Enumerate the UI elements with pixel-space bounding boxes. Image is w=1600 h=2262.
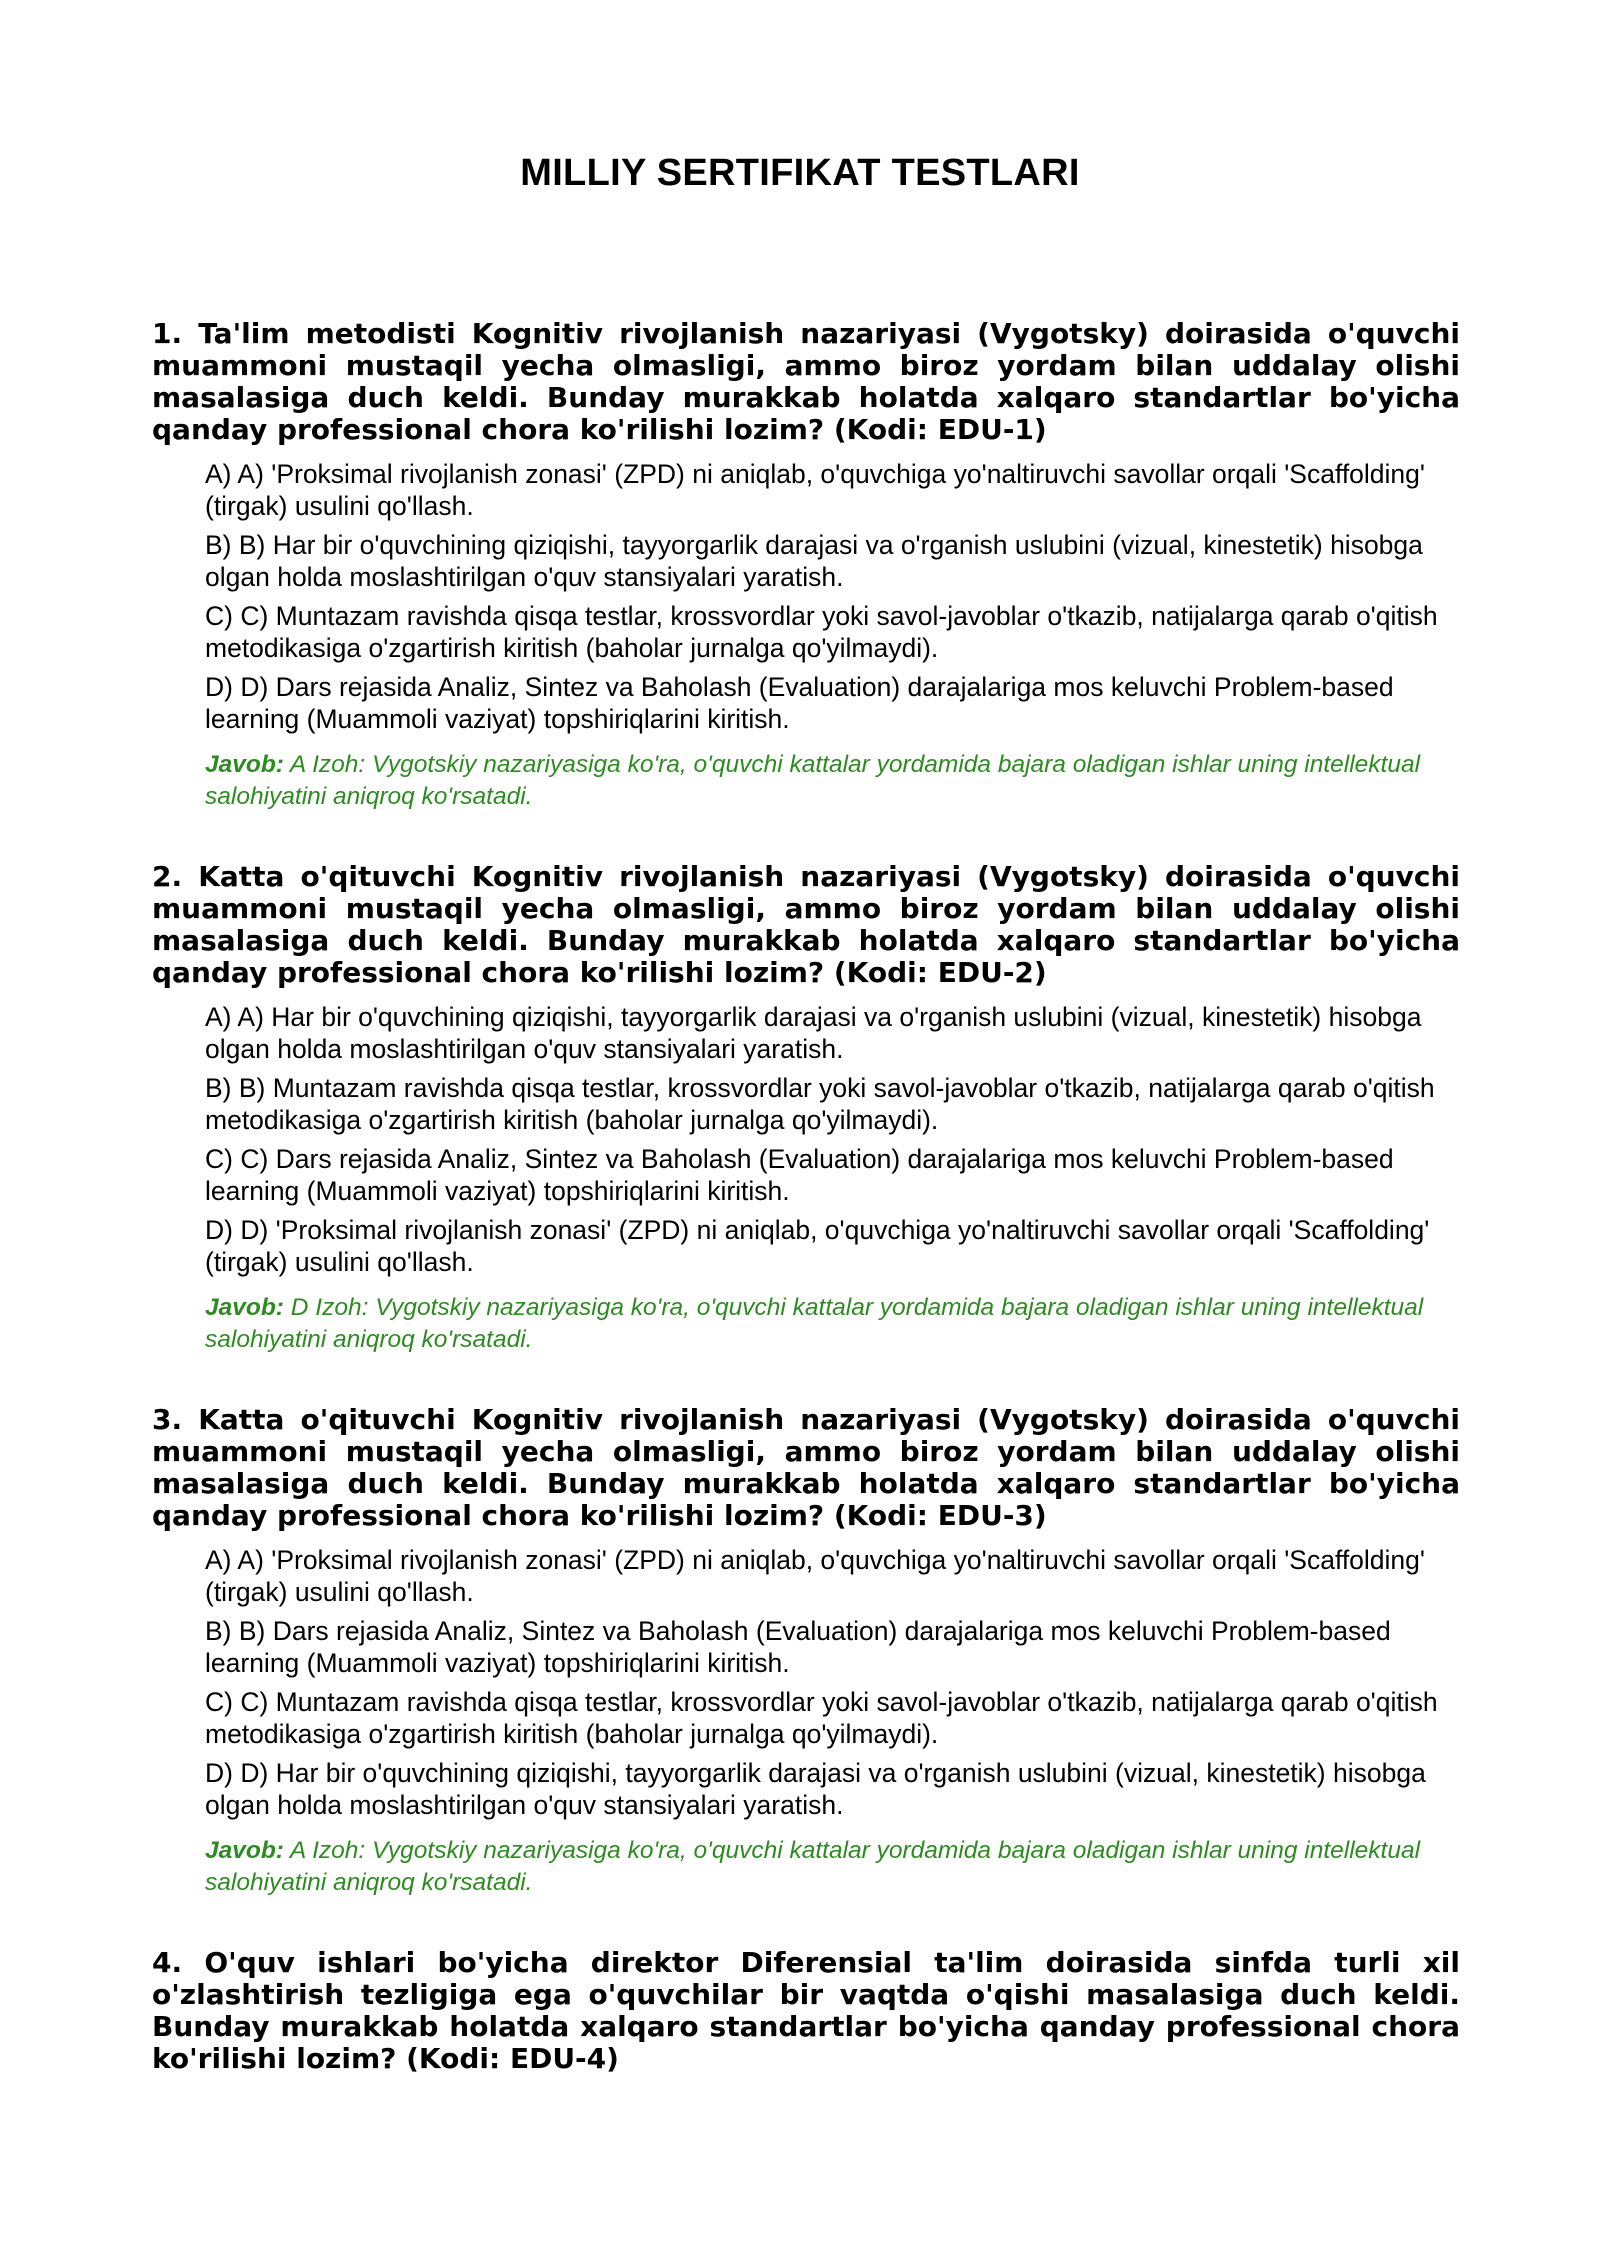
question-1 xyxy=(152,318,1460,813)
question-3 xyxy=(152,1404,1460,1899)
answer-text: A Izoh: Vygotskiy nazariyasiga ko'ra, o'quvchi kattalar yordamida bajara oladigan ishlar uning intellektual salohiyatini aniqroq ko'rsatadi. xyxy=(205,1837,1421,1896)
option-c: C) C) Dars rejasida Analiz, Sintez va Baholash (Evaluation) darajalariga mos keluvchi Problem-based learning (Muammoli vaziyat) topshiriqlarini kiritish. xyxy=(205,1144,1394,1206)
question-4 xyxy=(152,1947,1460,2075)
option-b: B) B) Har bir o'quvchining qiziqishi, tayyorgarlik darajasi va o'rganish uslubini (vizual, kinestetik) hisobga olgan holda moslashtirilgan o'quv stansiyalari yaratish. xyxy=(205,530,1423,592)
option-b: B) B) Muntazam ravishda qisqa testlar, krossvordlar yoki savol-javoblar o'tkazib, natijalarga qarab o'qitish metodikasiga o'zgartirish kiritish (baholar jurnalga qo'yilmaydi). xyxy=(205,1073,1435,1135)
answer-label: Javob: xyxy=(205,1294,284,1321)
question-text: 3. Katta o'qituvchi Kognitiv rivojlanish nazariyasi (Vygotsky) doirasida o'quvchi muammoni mustaqil yecha olmasligi, ammo biroz yordam bilan uddalay olishi masalasiga duch keldi. Bunday murakkab holatda xalqaro standartlar bo'yicha qanday professional chora ko'rilishi lozim? (Kodi: EDU-3) xyxy=(152,1403,1460,1532)
page-title: MILLIY SERTIFIKAT TESTLARI xyxy=(520,152,1080,194)
option-d: D) D) Dars rejasida Analiz, Sintez va Baholash (Evaluation) darajalariga mos keluvchi Problem-based learning (Muammoli vaziyat) topshiriqlarini kiritish. xyxy=(205,672,1394,734)
question-text: 2. Katta o'qituvchi Kognitiv rivojlanish nazariyasi (Vygotsky) doirasida o'quvchi muammoni mustaqil yecha olmasligi, ammo biroz yordam bilan uddalay olishi masalasiga duch keldi. Bunday murakkab holatda xalqaro standartlar bo'yicha qanday professional chora ko'rilishi lozim? (Kodi: EDU-2) xyxy=(152,860,1460,989)
answer-label: Javob: xyxy=(205,751,284,778)
question-list xyxy=(152,318,1460,2123)
option-a: A) A) 'Proksimal rivojlanish zonasi' (ZPD) ni aniqlab, o'quvchiga yo'naltiruvchi savollar orqali 'Scaffolding' (tirgak) usulini qo'llash. xyxy=(205,459,1425,521)
option-list xyxy=(205,458,1460,813)
answer-text: D Izoh: Vygotskiy nazariyasiga ko'ra, o'quvchi kattalar yordamida bajara oladigan ishlar uning intellektual salohiyatini aniqroq ko'rsatadi. xyxy=(205,1294,1424,1353)
option-list xyxy=(205,1001,1460,1356)
option-a: A) A) Har bir o'quvchining qiziqishi, tayyorgarlik darajasi va o'rganish uslubini (vizual, kinestetik) hisobga olgan holda moslashtirilgan o'quv stansiyalari yaratish. xyxy=(205,1002,1422,1064)
option-d: D) D) Har bir o'quvchining qiziqishi, tayyorgarlik darajasi va o'rganish uslubini (vizual, kinestetik) hisobga olgan holda moslashtirilgan o'quv stansiyalari yaratish. xyxy=(205,1758,1426,1820)
option-list xyxy=(205,1544,1460,1899)
answer-line xyxy=(205,1835,1460,1899)
option-c: C) C) Muntazam ravishda qisqa testlar, krossvordlar yoki savol-javoblar o'tkazib, natijalarga qarab o'qitish metodikasiga o'zgartirish kiritish (baholar jurnalga qo'yilmaydi). xyxy=(205,601,1438,663)
answer-text: A Izoh: Vygotskiy nazariyasiga ko'ra, o'quvchi kattalar yordamida bajara oladigan ishlar uning intellektual salohiyatini aniqroq ko'rsatadi. xyxy=(205,751,1421,810)
question-text: 4. O'quv ishlari bo'yicha direktor Diferensial ta'lim doirasida sinfda turli xil o'zlashtirish tezligiga ega o'quvchilar bir vaqtda o'qishi masalasiga duch keldi. Bunday murakkab holatda xalqaro standartlar bo'yicha qanday professional chora ko'rilishi lozim? (Kodi: EDU-4) xyxy=(152,1946,1460,2075)
answer-line xyxy=(205,749,1460,813)
question-text: 1. Ta'lim metodisti Kognitiv rivojlanish nazariyasi (Vygotsky) doirasida o'quvchi muammoni mustaqil yecha olmasligi, ammo biroz yordam bilan uddalay olishi masalasiga duch keldi. Bunday murakkab holatda xalqaro standartlar bo'yicha qanday professional chora ko'rilishi lozim? (Kodi: EDU-1) xyxy=(152,317,1460,446)
option-a: A) A) 'Proksimal rivojlanish zonasi' (ZPD) ni aniqlab, o'quvchiga yo'naltiruvchi savollar orqali 'Scaffolding' (tirgak) usulini qo'llash. xyxy=(205,1545,1425,1607)
answer-line xyxy=(205,1292,1460,1356)
question-2 xyxy=(152,861,1460,1356)
option-b: B) B) Dars rejasida Analiz, Sintez va Baholash (Evaluation) darajalariga mos keluvchi Problem-based learning (Muammoli vaziyat) topshiriqlarini kiritish. xyxy=(205,1616,1391,1678)
option-d: D) D) 'Proksimal rivojlanish zonasi' (ZPD) ni aniqlab, o'quvchiga yo'naltiruvchi savollar orqali 'Scaffolding' (tirgak) usulini qo'llash. xyxy=(205,1215,1430,1277)
answer-label: Javob: xyxy=(205,1837,284,1864)
option-c: C) C) Muntazam ravishda qisqa testlar, krossvordlar yoki savol-javoblar o'tkazib, natijalarga qarab o'qitish metodikasiga o'zgartirish kiritish (baholar jurnalga qo'yilmaydi). xyxy=(205,1687,1438,1749)
